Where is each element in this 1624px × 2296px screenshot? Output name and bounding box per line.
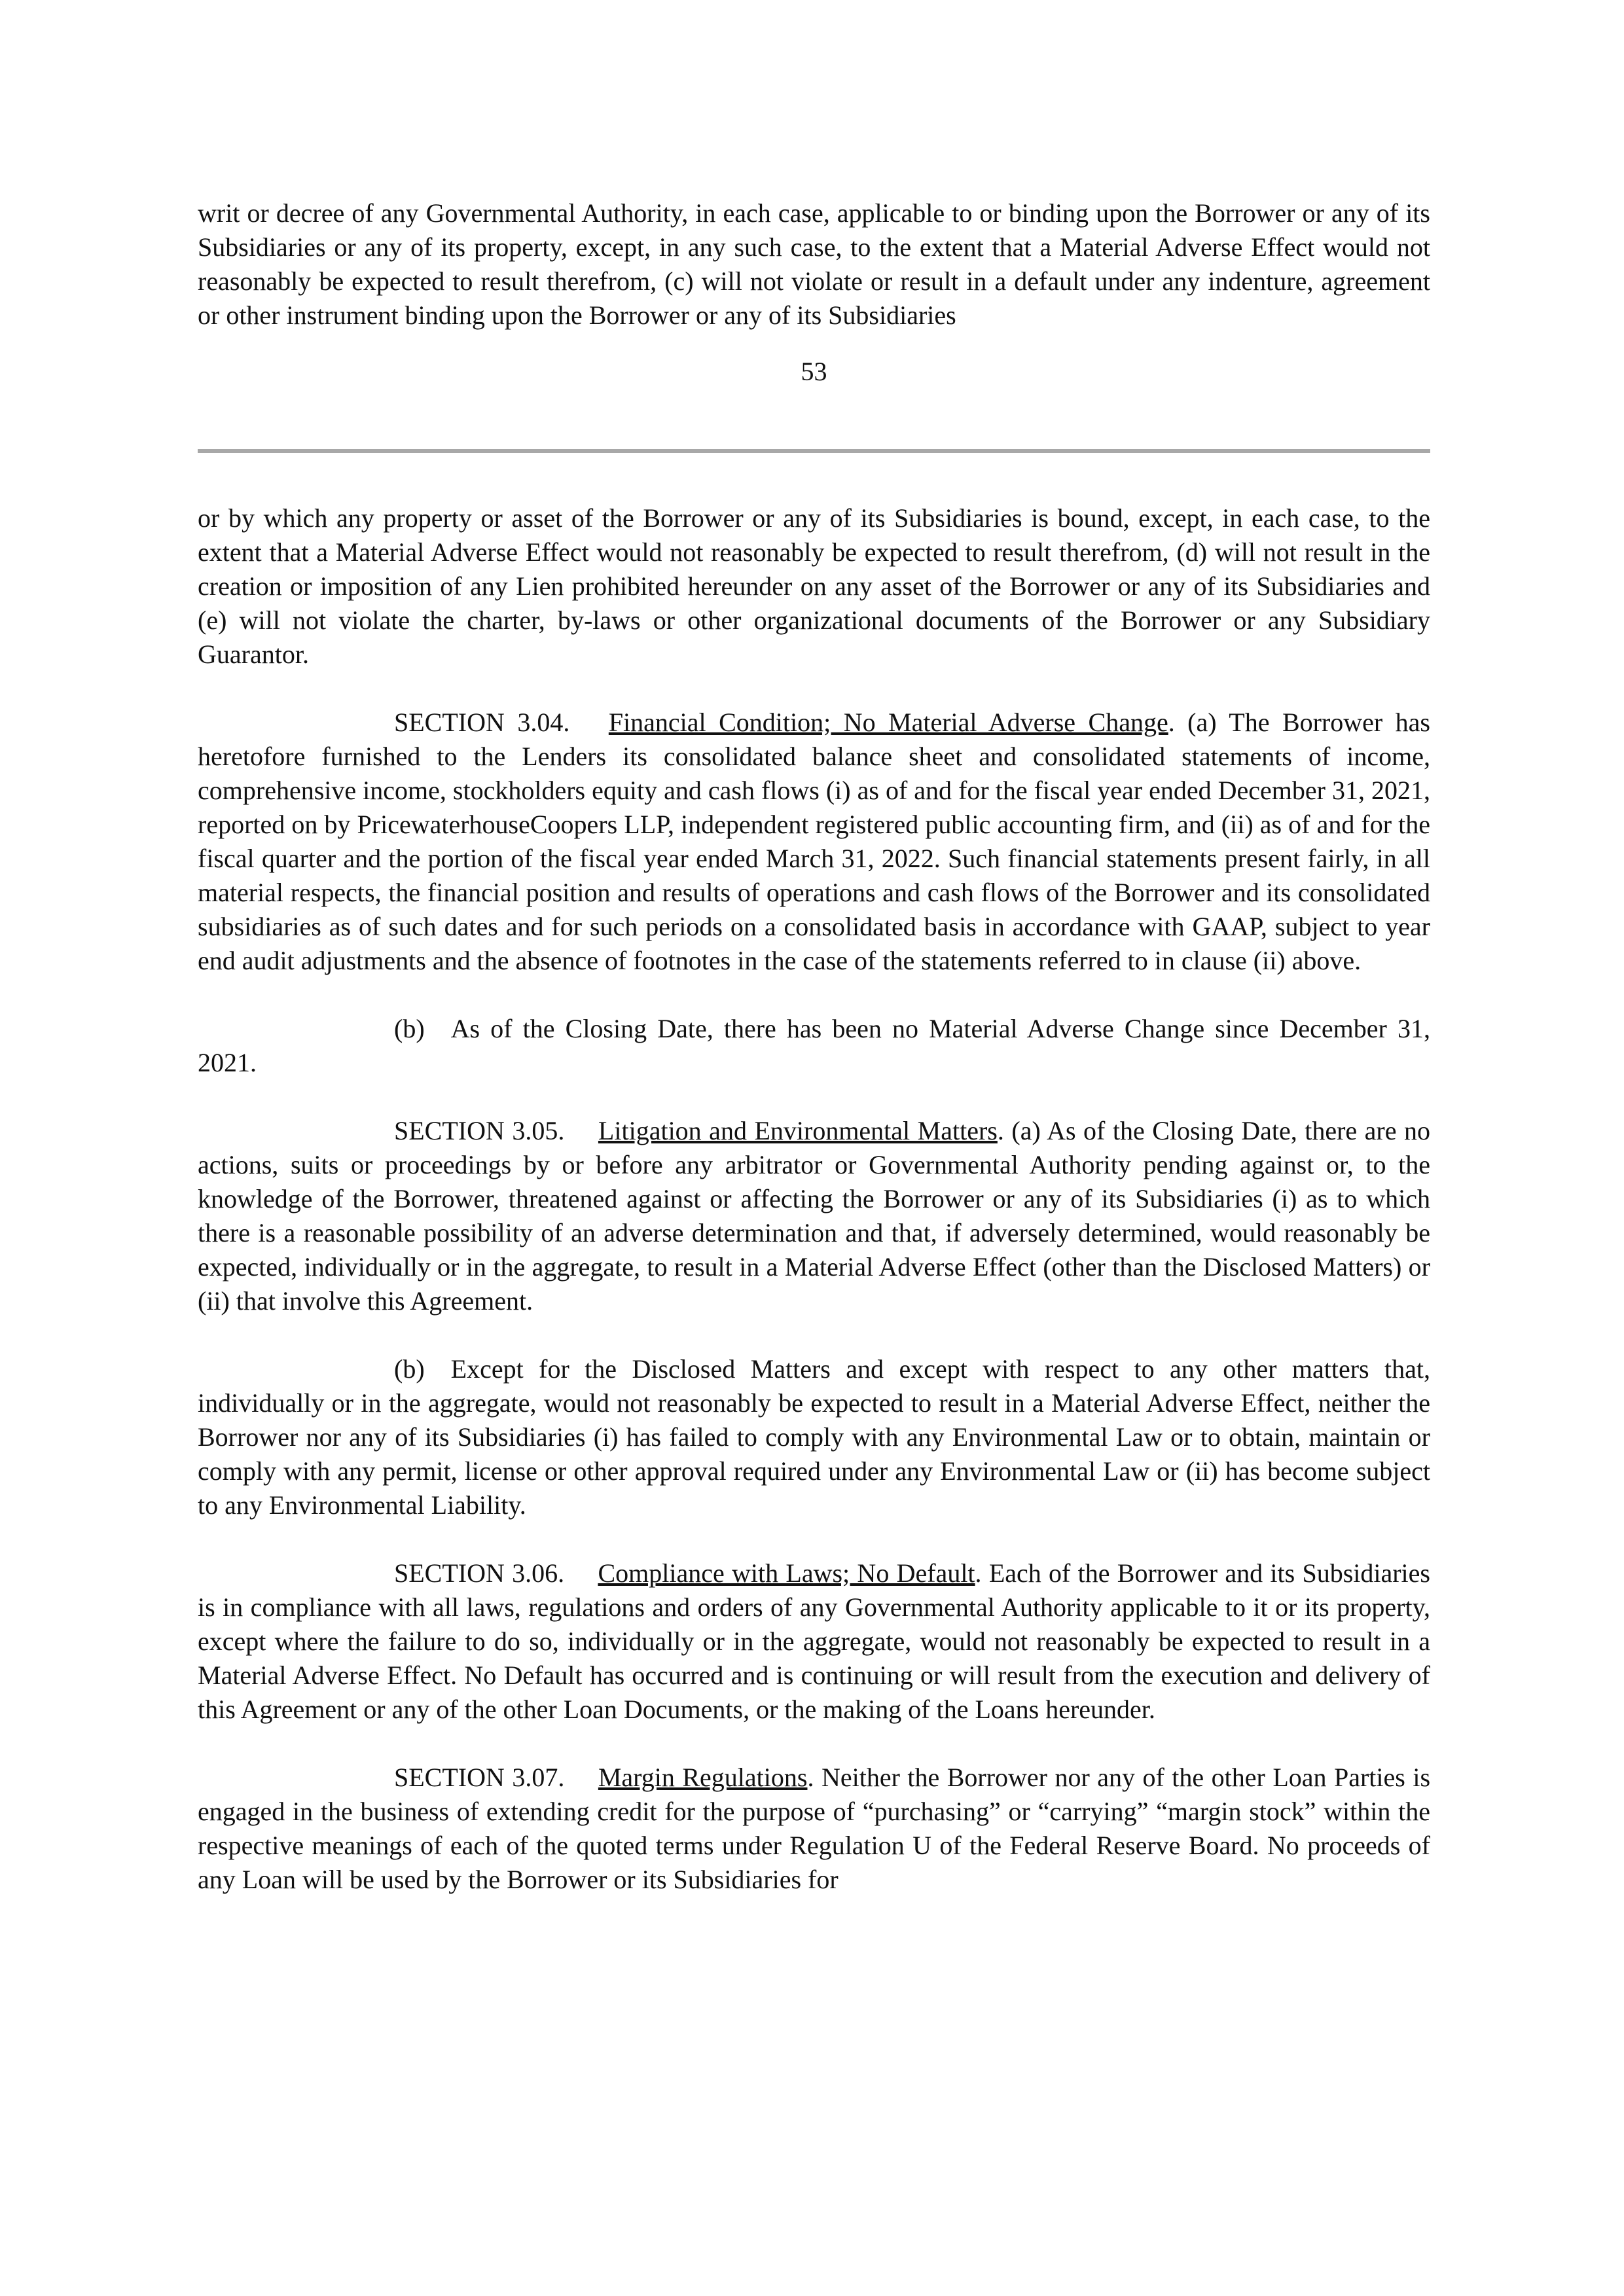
section-number: SECTION 3.07. xyxy=(394,1763,565,1792)
section-3-04-subclause-b: (b) As of the Closing Date, there has been no Material Adverse Change since December 31, 2021. xyxy=(198,1014,1430,1077)
section-3-05-paragraph xyxy=(198,1114,1430,1318)
section-body: . (a) The Borrower has heretofore furnished to the Lenders its consolidated balance sheet and consolidated statements of income, comprehensive income, stockholders equity and cash flows (i) as of and for the fiscal year ended December 31, 2021, reported on by PricewaterhouseCoopers LLP, independent registered public accounting firm, and (ii) as of and for the fiscal quarter and the portion of the fiscal year ended March 31, 2022. Such financial statements present fairly, in all material respects, the financial position and results of operations and cash flows of the Borrower and its consolidated subsidiaries as of such dates and for such periods on a consolidated basis in accordance with GAAP, subject to year end audit adjustments and the absence of footnotes in the case of the statements referred to in clause (ii) above. xyxy=(198,708,1431,975)
page-number: 53 xyxy=(801,357,827,386)
top-paragraph: writ or decree of any Governmental Authority, in each case, applicable to or binding upon the Borrower or any of its Subsidiaries or any of its property, except, in any such case, to the extent that a Material Adverse Effect would not reasonably be expected to result therefrom, (c) will not violate or result in a default under any indenture, agreement or other instrument binding upon the Borrower or any of its Subsidiaries xyxy=(198,198,1430,330)
section-3-04-paragraph xyxy=(198,706,1430,978)
section-number: SECTION 3.06. xyxy=(394,1558,565,1588)
section-body: . (a) As of the Closing Date, there are no actions, suits or proceedings by or before any arbitrator or Governmental Authority pending against or, to the knowledge of the Borrower, threatened against or affecting the Borrower or any of its Subsidiaries (i) as to which there is a reasonable possibility of an adverse determination and that, if adversely determined, would reasonably be expected, individually or in the aggregate, to result in a Material Adverse Effect (other than the Disclosed Matters) or (ii) that involve this Agreement. xyxy=(198,1116,1431,1316)
section-body: . Each of the Borrower and its Subsidiaries is in compliance with all laws, regulations and orders of any Governmental Authority applicable to it or its property, except where the failure to do so, individually or in the aggregate, would not reasonably be expected to result in a Material Adverse Effect. No Default has occurred and is continuing or will result from the execution and delivery of this Agreement or any of the other Loan Documents, or the making of the Loans hereunder. xyxy=(198,1558,1430,1724)
page-break-divider xyxy=(198,449,1430,453)
section-number: SECTION 3.05. xyxy=(394,1116,565,1145)
section-3-06-paragraph xyxy=(198,1556,1430,1727)
section-title: Compliance with Laws; No Default xyxy=(598,1558,975,1588)
document-page xyxy=(198,196,1430,1931)
section-body: . Neither the Borrower nor any of the other Loan Parties is engaged in the business of extending credit for the purpose of “purchasing” or “carrying” “margin stock” within the respective meanings of each of the quoted terms under Regulation U of the Federal Reserve Board. No proceeds of any Loan will be used by the Borrower or its Subsidiaries for xyxy=(198,1763,1431,1894)
section-title: Litigation and Environmental Matters xyxy=(598,1116,998,1145)
section-title: Margin Regulations xyxy=(598,1763,808,1792)
section-3-07-paragraph xyxy=(198,1761,1430,1897)
section-3-05-subclause-b: (b) Except for the Disclosed Matters and except with respect to any other matters that, individually or in the aggregate, would not reasonably be expected to result in a Material Adverse Effect, neither the Borrower nor any of its Subsidiaries (i) has failed to comply with any Environmental Law or to obtain, maintain or comply with any permit, license or other approval required under any Environmental Law or (ii) has become subject to any Environmental Liability. xyxy=(198,1354,1430,1520)
continuation-paragraph: or by which any property or asset of the Borrower or any of its Subsidiaries is bound, except, in each case, to the extent that a Material Adverse Effect would not reasonably be expected to result therefrom, (d) will not result in the creation or imposition of any Lien prohibited hereunder on any asset of the Borrower or any of its Subsidiaries and (e) will not violate the charter, by-laws or other organizational documents of the Borrower or any Subsidiary Guarantor. xyxy=(198,503,1430,669)
section-number: SECTION 3.04. xyxy=(394,708,570,737)
section-title: Financial Condition; No Material Adverse Change xyxy=(608,708,1168,737)
